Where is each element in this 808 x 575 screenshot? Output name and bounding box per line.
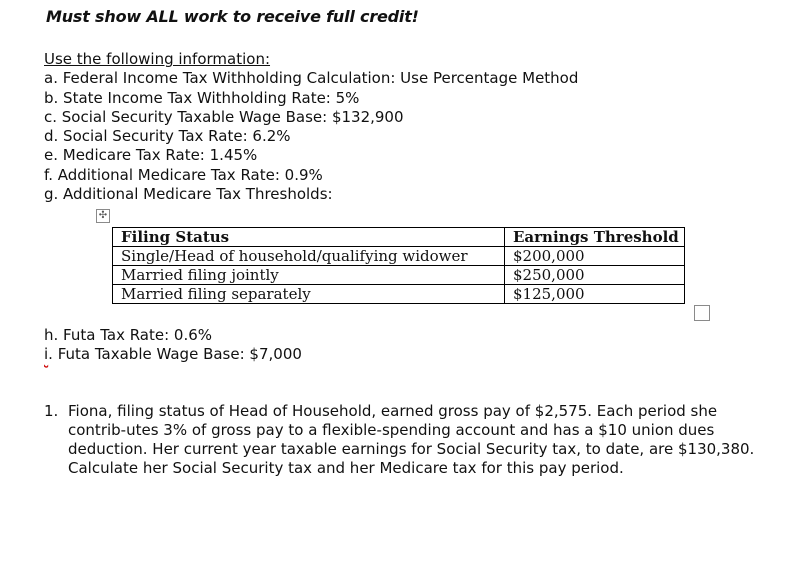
info-item-f: f. Additional Medicare Tax Rate: 0.9%	[44, 165, 323, 184]
information-intro: Use the following information:	[44, 50, 271, 68]
table-cell-threshold: $250,000	[505, 266, 685, 285]
info-item-a: a. Federal Income Tax Withholding Calculation: Use Percentage Method	[44, 69, 579, 88]
info-item-e: e. Medicare Tax Rate: 1.45%	[44, 146, 258, 165]
info-item-h: h. Futa Tax Rate: 0.6%	[44, 326, 213, 344]
table-cell-status: Married filing separately	[113, 285, 505, 304]
table-row	[113, 247, 685, 266]
table-row	[113, 285, 685, 304]
info-item-b: b. State Income Tax Withholding Rate: 5%	[44, 88, 360, 107]
thresholds-table	[112, 227, 685, 304]
problem-text: Fiona, filing status of Head of Household, earned gross pay of $2,575. Each period she contrib-utes 3% of gross pay to a flexible-spending account and has a $10 union dues deduction. Her current year taxable earnings for Social Security tax, to date, are $130,380. Calculate her Social Security tax and her Medicare tax for this pay period.	[68, 402, 755, 477]
problem-1	[44, 402, 764, 478]
info-item-c: c. Social Security Taxable Wage Base: $132,900	[44, 107, 404, 126]
info-item-i-text: . Futa Taxable Wage Base: $7,000	[48, 345, 302, 364]
table-row	[113, 266, 685, 285]
table-cell-status: Married filing jointly	[113, 266, 505, 285]
move-cross-icon[interactable]: ✣	[96, 209, 110, 223]
table-cell-status: Single/Head of household/qualifying widower	[113, 247, 505, 266]
info-item-i	[44, 345, 302, 364]
info-item-d: d. Social Security Tax Rate: 6.2%	[44, 127, 291, 146]
header-earnings-threshold: Earnings Threshold	[505, 228, 685, 247]
page-heading: Must show ALL work to receive full credit!	[46, 7, 419, 26]
spellcheck-flagged-letter[interactable]: i	[44, 345, 49, 364]
table-header-row	[113, 228, 685, 247]
problem-number: 1.	[44, 402, 59, 420]
table-cell-threshold: $125,000	[505, 285, 685, 304]
information-list	[44, 50, 578, 204]
information-list-2	[44, 326, 302, 365]
header-filing-status: Filing Status	[113, 228, 505, 247]
info-item-g: g. Additional Medicare Tax Thresholds:	[44, 185, 333, 204]
table-cell-threshold: $200,000	[505, 247, 685, 266]
table-resize-handle[interactable]	[694, 305, 710, 321]
